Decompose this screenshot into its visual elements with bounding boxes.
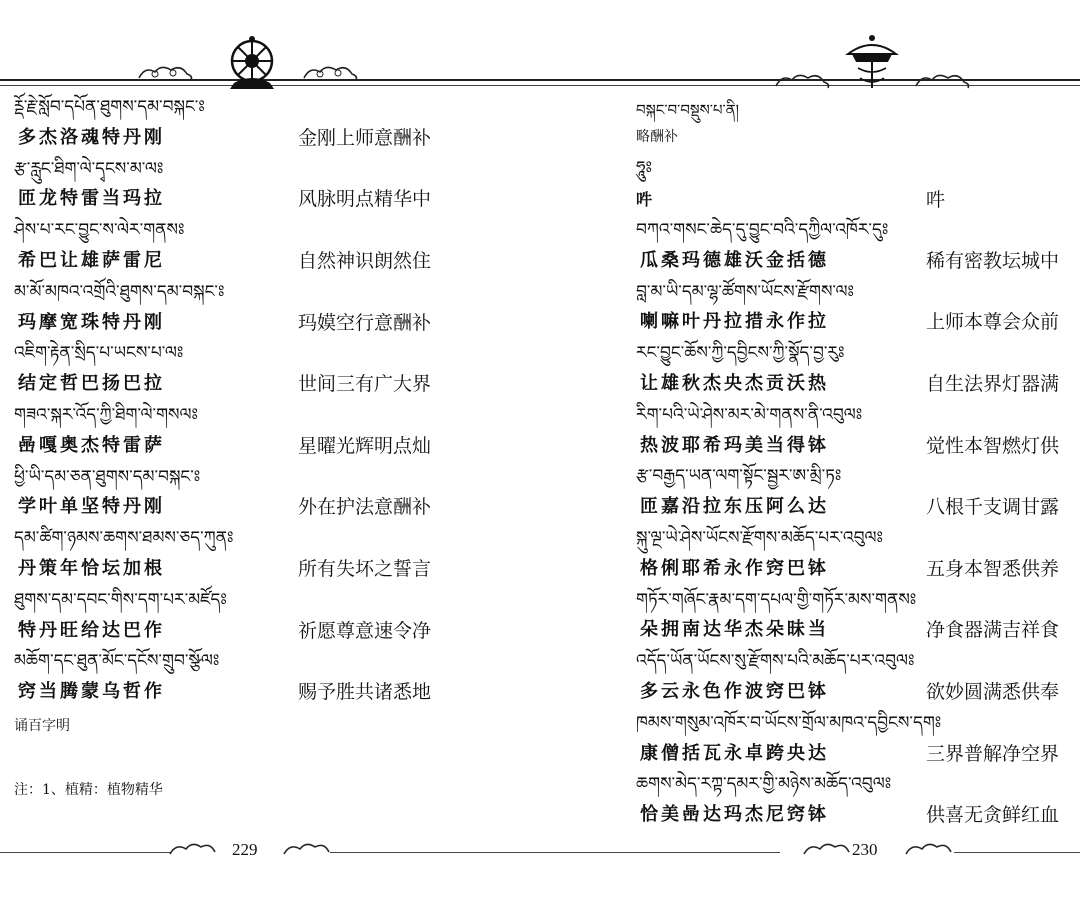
- cloud-ornament-icon: [772, 70, 832, 90]
- tibetan-text: ཤེས་པ་རང་བྱུང་ས་ལེར་གནསཿ: [14, 220, 185, 241]
- tibetan-text: ཁམས་གསུམ་འཁོར་བ་ཡོངས་གྲོལ་མཁའ་དབྱིངས་དགཿ: [636, 712, 942, 733]
- section-heading: 略酬补: [636, 129, 678, 145]
- tibetan-text: རང་བྱུང་ཆོས་ཀྱི་དབྱིངས་ཀྱི་སྣོད་བྱ་རུཿ: [636, 343, 845, 364]
- tibetan-verse-line: [14, 92, 540, 122]
- cloud-ornament-icon: [135, 62, 195, 82]
- translation-text: 觉性本智燃灯供: [926, 434, 1060, 457]
- tibetan-verse-line: [554, 338, 1080, 368]
- verse-line: [554, 800, 1080, 830]
- tibetan-verse-line: [554, 523, 1080, 553]
- parasol-ornament-icon: [842, 32, 902, 94]
- cloud-ornament-icon: [168, 840, 218, 858]
- transliteration-text: 格俐耶希永作窍巴钵: [640, 557, 829, 579]
- translation-text: 风脉明点精华中: [298, 188, 432, 211]
- tibetan-text: ཕྱི་ཡི་དམ་ཅན་ཐུགས་དམ་བསྐང་ཿ: [14, 466, 201, 487]
- tibetan-verse-line: [14, 400, 540, 430]
- tibetan-verse-line: [14, 154, 540, 184]
- seed-syllable-transliteration: 吽: [636, 190, 656, 209]
- verse-line: [14, 123, 540, 153]
- transliteration-text: 丹策年恰坛加根: [18, 558, 165, 579]
- tibetan-text: གཏོར་གཞོང་རྣམ་དག་དཔལ་གྱི་གཏོར་མས་གནསཿ: [636, 589, 917, 610]
- tibetan-verse-line: [554, 646, 1080, 676]
- transliteration-text: 玛摩宽珠特丹刚: [18, 311, 165, 333]
- tibetan-text: རྩ་བརྒྱད་ཡན་ལག་སྟོང་སྦྱར་ཨ་མྲི་ཏཿ: [636, 466, 842, 487]
- verse-line: [554, 307, 1080, 337]
- verse-line: [14, 246, 540, 276]
- translation-text: 自然神识朗然住: [298, 250, 432, 272]
- transliteration-text: 结定哲巴扬巴拉: [18, 373, 165, 395]
- tibetan-verse-line: [14, 585, 540, 615]
- tibetan-verse-line: [14, 462, 540, 492]
- transliteration-text: 让雄秋杰央杰贡沃热: [640, 373, 829, 394]
- page-number: 230: [852, 840, 878, 859]
- verse-line: [554, 739, 1080, 769]
- seed-syllable-tibetan: ཧཱུཿ: [636, 158, 653, 178]
- section-heading-tibetan: བསྐང་བ་བསྡུས་པ་ནི།: [636, 101, 739, 119]
- tibetan-verse-line: [14, 215, 540, 245]
- transliteration-text: 喦嘎奥杰特雷萨: [18, 434, 165, 456]
- translation-text: 八根千支调甘露: [926, 496, 1060, 519]
- footer-rule: [954, 852, 1080, 853]
- transliteration-text: 多云永色作波窍巴钵: [640, 681, 829, 702]
- cloud-ornament-icon: [802, 840, 852, 858]
- tibetan-text: རིག་པའི་ཡེ་ཤེས་མར་མེ་གནས་ནི་འབུལཿ: [636, 404, 863, 425]
- footer-rule: [0, 852, 170, 853]
- verse-line: [554, 369, 1080, 399]
- verse-line: [554, 615, 1080, 645]
- verse-line: [554, 246, 1080, 276]
- tibetan-verse-line: [14, 338, 540, 368]
- translation-text: 稀有密教坛城中: [926, 249, 1060, 272]
- translation-text: 星曜光辉明点灿: [298, 434, 432, 457]
- tibetan-text: རྩ་རླུང་ཐིག་ལེ་དྭངས་མ་ལཿ: [14, 158, 164, 179]
- translation-text: 祈愿尊意速令净: [298, 619, 432, 642]
- footnote: 注：1、植精：植物精华: [14, 782, 163, 798]
- tibetan-verse-line: [554, 585, 1080, 615]
- transliteration-text: 学叶单坚特丹刚: [18, 496, 165, 518]
- footer-rule: [330, 852, 540, 853]
- verse-line: [554, 677, 1080, 707]
- tibetan-text: ཆགས་མེད་རཀྟ་དམར་གྱི་མཉེས་མཆོད་འབུལཿ: [636, 774, 892, 795]
- verse-line: [554, 554, 1080, 584]
- tibetan-text: མཆོག་དང་ཐུན་མོང་དངོས་གྲུབ་སྩོལཿ: [14, 651, 220, 672]
- transliteration-text: 匝嘉沿拉东压阿么达: [640, 496, 829, 518]
- verse-line: [554, 492, 1080, 522]
- tibetan-verse-line: [14, 277, 540, 307]
- translation-text: 世间三有广大界: [298, 373, 432, 396]
- verse-line: [554, 431, 1080, 461]
- transliteration-text: 希巴让雄萨雷尼: [18, 250, 165, 271]
- tibetan-text: འདོད་ཡོན་ཡོངས་སུ་རྫོགས་པའི་མཆོད་པར་འབུལཿ: [636, 651, 915, 672]
- transliteration-text: 多杰洛魂特丹刚: [18, 126, 165, 148]
- transliteration-text: 匝龙特雷当玛拉: [18, 188, 165, 210]
- tibetan-text: ཐུགས་དམ་དབང་གིས་དག་པར་མཛོདཿ: [14, 589, 227, 610]
- translation-text: 供喜无贪鲜红血: [926, 804, 1060, 827]
- verse-line: [14, 369, 540, 399]
- cloud-ornament-icon: [904, 840, 954, 858]
- tibetan-verse-line: [554, 277, 1080, 307]
- instruction-text: 诵百字明: [14, 718, 70, 734]
- tibetan-text: བླ་མ་ཡི་དམ་ལྷ་ཚོགས་ཡོངས་རྫོགས་ལཿ: [636, 281, 854, 302]
- translation-text: 赐予胜共诸悉地: [298, 681, 432, 704]
- transliteration-text: 瓜桑玛德雄沃金括德: [640, 249, 829, 271]
- verse-line: [14, 184, 540, 214]
- tibetan-verse-line: [14, 646, 540, 676]
- page-number: 229: [232, 840, 258, 859]
- verse-line: [14, 554, 540, 584]
- dharma-wheel-icon: [220, 33, 284, 93]
- tibetan-text: དམ་ཚིག་ཉམས་ཆགས་ཐམས་ཅད་ཀུནཿ: [14, 528, 234, 549]
- footer-rule: [540, 852, 780, 853]
- translation-text: 外在护法意酬补: [298, 496, 432, 519]
- verse-line: [14, 431, 540, 461]
- transliteration-text: 朵拥南达华杰朵昧当: [640, 619, 829, 641]
- tibetan-text: བཀའ་གསང་ཆེད་དུ་བྱུང་བའི་དཀྱིལ་འཁོར་དུཿ: [636, 220, 889, 240]
- translation-text: 自生法界灯器满: [926, 373, 1060, 395]
- translation-text: 所有失坏之誓言: [298, 558, 432, 580]
- tibetan-text: མ་མོ་མཁའ་འགྲོའི་ཐུགས་དམ་བསྐང་ཿ: [14, 281, 225, 302]
- cloud-ornament-icon: [300, 62, 360, 82]
- seed-syllable-translation: 吽: [926, 189, 946, 211]
- cloud-ornament-icon: [282, 840, 332, 858]
- transliteration-text: 窍当腾蒙乌哲作: [18, 681, 165, 703]
- tibetan-verse-line: [554, 769, 1080, 799]
- translation-text: 上师本尊会众前: [926, 311, 1060, 334]
- tibetan-text: སྐུ་ལྔ་ཡེ་ཤེས་ཡོངས་རྫོགས་མཆོད་པར་འབུལཿ: [636, 528, 883, 548]
- right-page: [540, 0, 1080, 923]
- tibetan-verse-line: [554, 215, 1080, 245]
- translation-text: 五身本智悉供养: [926, 557, 1060, 580]
- verse-line: [14, 677, 540, 707]
- cloud-ornament-icon: [912, 70, 972, 90]
- tibetan-verse-line: [554, 708, 1080, 738]
- verse-line: [14, 308, 540, 338]
- tibetan-text: འཇིག་རྟེན་སྲིད་པ་ཡངས་པ་ལཿ: [14, 343, 184, 364]
- transliteration-text: 热波耶希玛美当得钵: [640, 434, 829, 456]
- verse-line: [14, 616, 540, 646]
- translation-text: 欲妙圆满悉供奉: [926, 681, 1060, 703]
- tibetan-verse-line: [14, 523, 540, 553]
- tibetan-text: ཪྡོ་རྗེ་སློབ་དཔོན་ཐུགས་དམ་བསྐང་ཿ: [14, 97, 205, 117]
- transliteration-text: 特丹旺给达巴作: [18, 619, 165, 641]
- transliteration-text: 喇嘛叶丹拉措永作拉: [640, 311, 829, 333]
- transliteration-text: 康僧括瓦永卓跨央达: [640, 742, 829, 764]
- verse-line: [14, 492, 540, 522]
- translation-text: 玛嫫空行意酬补: [298, 311, 432, 334]
- translation-text: 净食器满吉祥食: [926, 619, 1060, 642]
- tibetan-text: གཟའ་སྐར་འོད་ཀྱི་ཐིག་ལེ་གསལཿ: [14, 405, 198, 425]
- transliteration-text: 恰美喦达玛杰尼窍钵: [640, 804, 829, 826]
- tibetan-verse-line: [554, 400, 1080, 430]
- tibetan-verse-line: [554, 461, 1080, 491]
- translation-text: 三界普解净空界: [926, 742, 1060, 765]
- translation-text: 金刚上师意酬补: [298, 126, 432, 149]
